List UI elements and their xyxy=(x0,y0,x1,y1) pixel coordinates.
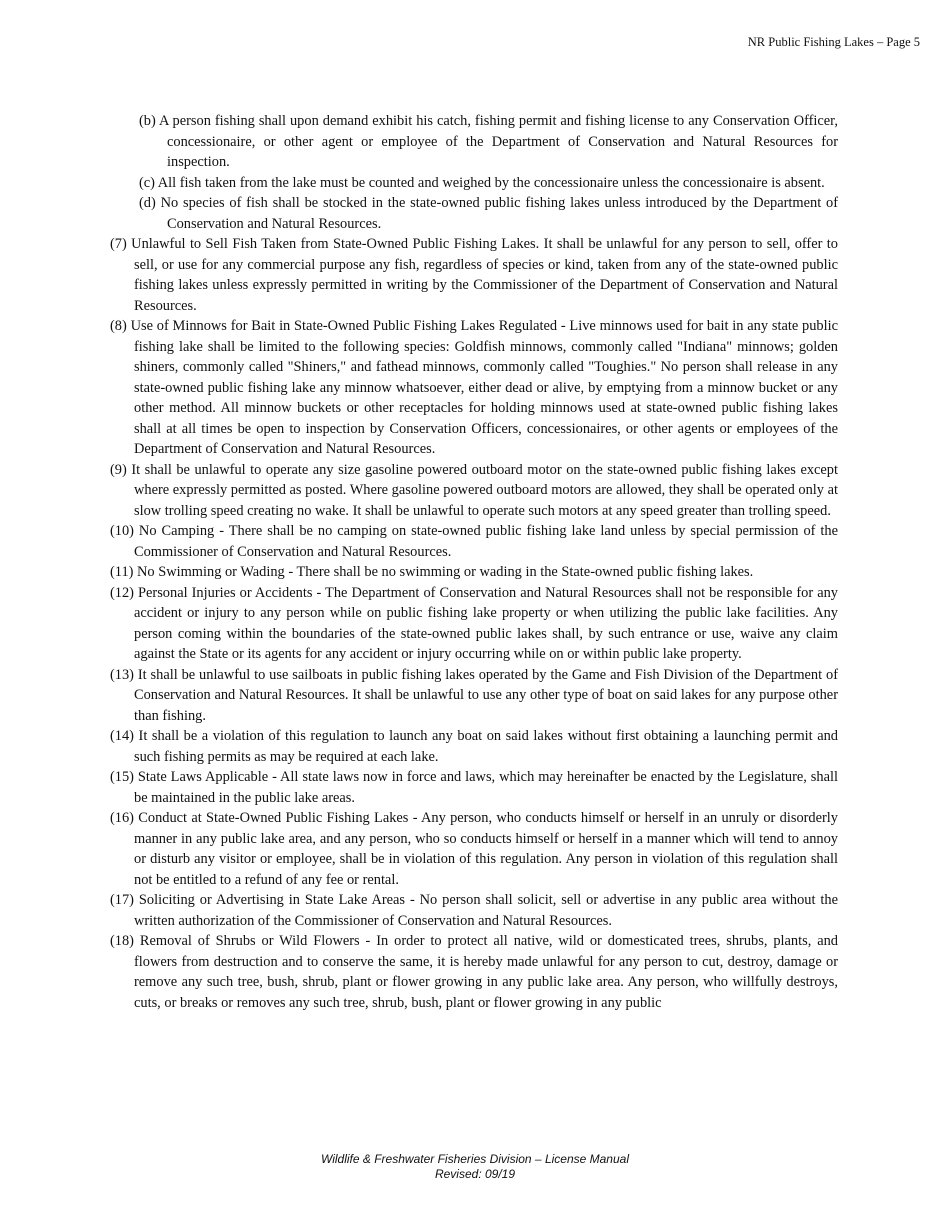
section-18: (18) Removal of Shrubs or Wild Flowers - In order to protect all native, wild or domesticated trees, shrubs, plants, and flowers from destruction and to conserve the same, it is hereby made unlawful for any person to cut, destroy, damage or remove any such tree, bush, shrub, plant or flower growing in any public lake area. Any person, who willfully destroys, cuts, or breaks or removes any such tree, shrub, bush, plant or flower growing in any public xyxy=(110,933,838,1011)
section-13: (13) It shall be unlawful to use sailboats in public fishing lakes operated by the Game and Fish Division of the Department of Conservation and Natural Resources. It shall be unlawful to use any other type of boat on said lakes for any purpose other than fishing. xyxy=(110,666,838,724)
section-7: (7) Unlawful to Sell Fish Taken from State-Owned Public Fishing Lakes. It shall be unlawful for any person to sell, offer to sell, or use for any commercial purpose any fish, regardless of species or kind, taken from any of the state-owned public fishing lakes unless expressly permitted in writing by the Commissioner of the Department of Conservation and Natural Resources. xyxy=(110,236,838,314)
section-8: (8) Use of Minnows for Bait in State-Owned Public Fishing Lakes Regulated - Live minnows used for bait in any state public fishing lake shall be limited to the following species: Goldfish minnows, commonly called "Indiana" minnows; golden shiners, commonly called "Shiners," and fathead minnows, commonly called "Toughies." No person shall release in any state-owned public fishing lake any minnow whatsoever, either dead or alive, by emptying from a minnow bucket or any other method. All minnow buckets or other receptacles for holding minnows used at state-owned public fishing lakes shall at all times be open to inspection by Conservation Officers, concessionaires, or other agents or employees of the Department of Conservation and Natural Resources. xyxy=(110,318,838,457)
subsection-c: (c) All fish taken from the lake must be counted and weighed by the concessionaire unless the concessionaire is absent. xyxy=(139,174,825,191)
regulation-text xyxy=(110,111,838,1013)
footer-revision: Revised: 09/19 xyxy=(434,1166,516,1181)
page-footer xyxy=(0,1152,950,1181)
subsection-b: (b) A person fishing shall upon demand exhibit his catch, fishing permit and fishing license to any Conservation Officer, concessionaire, or other agent or employee of the Department of Conservation and Natural Resources for inspection. xyxy=(139,113,838,170)
page-header: NR Public Fishing Lakes – Page 5 xyxy=(747,35,920,49)
section-12: (12) Personal Injuries or Accidents - The Department of Conservation and Natural Resources shall not be responsible for any accident or injury to any person while on public fishing lake property or when utilizing the public lake facilities. Any person coming within the boundaries of the state-owned public lakes shall, by such entrance or use, waive any claim against the State or its agents for any accident or injury occurring while on or within public lake property. xyxy=(110,584,838,662)
section-9: (9) It shall be unlawful to operate any size gasoline powered outboard motor on the state-owned public fishing lakes except where expressly permitted as posted. Where gasoline powered outboard motors are allowed, they shall be operated only at slow trolling speed creating no wake. It shall be unlawful to operate such motors at any speed greater than trolling speed. xyxy=(110,461,838,519)
section-11: (11) No Swimming or Wading - There shall be no swimming or wading in the State-owned public fishing lakes. xyxy=(110,564,754,580)
section-16: (16) Conduct at State-Owned Public Fishing Lakes - Any person, who conducts himself or herself in an unruly or disorderly manner in any public lake area, and any person, who so conducts himself or herself in a manner which will tend to annoy or disturb any visitor or employee, shall be in violation of this regulation. Any person in violation of this regulation shall not be entitled to a refund of any fee or rental. xyxy=(110,810,838,888)
footer-title: Wildlife & Freshwater Fisheries Division – License Manual xyxy=(320,1152,629,1166)
section-10: (10) No Camping - There shall be no camping on state-owned public fishing lake land unless by special permission of the Commissioner of Conservation and Natural Resources. xyxy=(110,523,838,560)
subsection-d: (d) No species of fish shall be stocked in the state-owned public fishing lakes unless introduced by the Department of Conservation and Natural Resources. xyxy=(139,195,838,232)
section-17: (17) Soliciting or Advertising in State Lake Areas - No person shall solicit, sell or advertise in any public area without the written authorization of the Commissioner of Conservation and Natural Resources. xyxy=(110,892,838,929)
section-14: (14) It shall be a violation of this regulation to launch any boat on said lakes without first obtaining a launching permit and such fishing permits as may be required at each lake. xyxy=(110,728,838,765)
section-15: (15) State Laws Applicable - All state laws now in force and laws, which may hereinafter be enacted by the Legislature, shall be maintained in the public lake areas. xyxy=(110,769,838,806)
